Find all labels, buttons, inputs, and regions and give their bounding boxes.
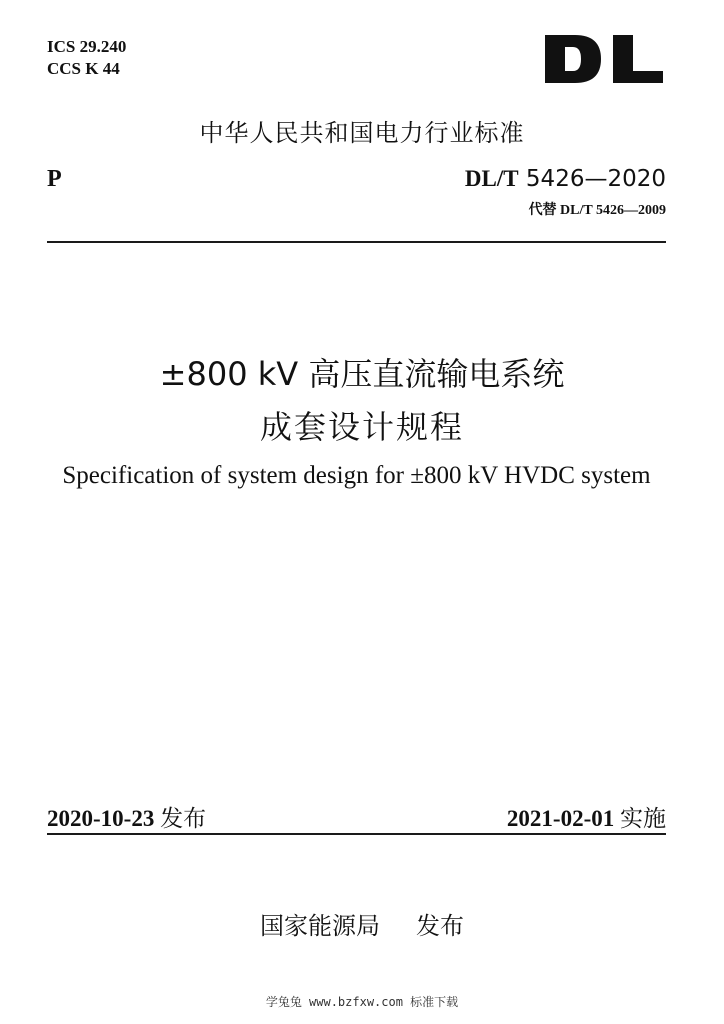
footer-divider: [47, 833, 666, 835]
implement-date: 2021-02-01: [506, 806, 615, 831]
implement-label: 实施: [620, 806, 666, 832]
ics-code: ICS 29.240: [47, 37, 127, 56]
dl-logo-glyphs: [545, 35, 663, 83]
industry-standard-title: 中华人民共和国电力行业标准: [199, 119, 525, 147]
title-line-2: 成套设计规程: [259, 408, 464, 446]
classification-codes: [47, 36, 126, 80]
category-code: P: [47, 166, 62, 192]
standard-prefix: DL/T: [464, 166, 519, 191]
watermark-footer: 学兔兔 www.bzfxw.com 标准下载: [265, 995, 459, 1009]
header-divider: [47, 241, 666, 243]
standard-number-value: 5426—2020: [525, 166, 666, 192]
implement-date-block: [507, 800, 666, 833]
title-line-1: ±800 kV 高压直流输电系统: [159, 355, 565, 393]
publisher-name: 国家能源局: [260, 912, 380, 940]
ccs-code: CCS K 44: [47, 59, 120, 78]
issue-label: 发布: [160, 806, 207, 832]
standard-number: [465, 166, 666, 192]
issue-date-block: [47, 800, 206, 833]
dl-logo: [541, 33, 667, 85]
replaces-standard: 代替 DL/T 5426—2009: [528, 203, 666, 218]
publisher-label: 发布: [416, 912, 464, 940]
issue-date: 2020-10-23: [47, 806, 155, 831]
english-title: Specification of system design for ±800 kV HVDC system: [62, 462, 651, 489]
publisher-line: [0, 906, 724, 941]
